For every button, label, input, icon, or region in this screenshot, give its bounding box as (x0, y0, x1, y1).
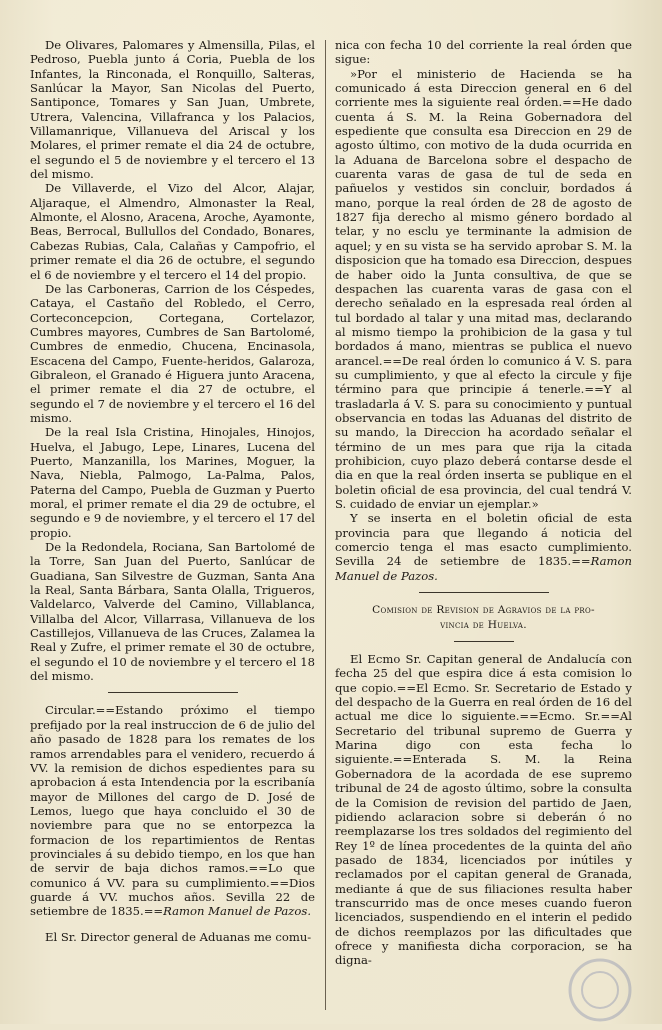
section-heading-line1: Comision de Revision de Agravios de la pro- (372, 604, 595, 617)
left-column (30, 38, 315, 1018)
spacer (30, 919, 315, 930)
circular-text: Circular.==Estando próximo el tiempo prefijado por la real instruccion de 6 de julio del año pasado de 1828 para los remates de los ramos arrendables para el venidero, recuerdo á VV. la remision de dichos espedientes para su aprobacion á esta Intendencia por la escribanía mayor de Millones del cargo de D. José de Lemos, luego que haya concluido el 30 de noviembre para que no se entorpezca la formacion de los repartimientos de Rentas provinciales á su debido tiempo, en los que han de servir de baja dichos ramos.==Lo que comunico á VV. para su cumplimiento.==Dios guarde á VV. muchos años. Sevilla 22 de setiembre de 1835.== (30, 703, 315, 919)
column-divider (325, 40, 326, 1010)
real-orden-quote: »Por el ministerio de Hacienda se ha comunicado á esta Direccion general en 6 del corriente mes la siguiente real órden.==He dado cuenta á S. M. la Reina Gobernadora del espediente que consulta esa Direccion en 29 de agosto último, con motivo de la duda ocurrida en la Aduana de Barcelona sobre el despacho de cuarenta varas de gasa de tul de seda en pañuelos y vestidos sin concluir, bordados á mano, porque la real órden de 28 de agosto de 1827 fija derecho al mismo género bordado al telar, y no esclu ye terminante la admision de aquel; y en su vista se ha servido aprobar S. M. la disposicion que ha tomado esa Direccion, despues de haber oido la Junta consultiva, de que se despachen las cuarenta varas de gasa con el derecho señalado en la espresada real órden al tul bordado al talar y una mitad mas, declarando al mismo tiempo la prohibicion de la gasa y tul bordados á mano, mientras se publica el nuevo arancel.==De real órden lo comunico á V. S. para su cumplimiento, y que al efecto la circule y fije término para que principie á tenerle.==Y al trasladarla á V. S. para su conocimiento y puntual observancia en todas las Aduanas del distrito de su mando, la Direccion ha acordado señalar el término de un mes para que rija la citada prohibicion, cuyo plazo deberá contarse desde el dia en que la real órden inserta se publique en el boletin oficial de esa provincia, del cual tendrá V. S. cuidado de enviar un ejemplar.» (335, 66, 632, 511)
library-stamp-icon (560, 950, 640, 1030)
insert-signature: Ramon Manuel de Pazos. (335, 554, 632, 583)
right-column (335, 38, 632, 1018)
director-paragraph: El Sr. Director general de Aduanas me comu- (45, 929, 312, 944)
insert-text: Y se inserta en el boletin oficial de esta provincia para que llegando á noticia del comercio tenga el mas esacto cumplimiento. Sevilla 24 de setiembre de 1835.== (335, 511, 632, 569)
circular-paragraph (30, 703, 315, 918)
section-heading (335, 603, 632, 633)
paragraph-villaverde: De Villaverde, el Vizo del Alcor, Alajar, Aljaraque, el Almendro, Almonaster la Real, Almonte, el Alosno, Aracena, Aroche, Ayamonte, Beas, Berrocal, Bullullos del Condado, Bonares, Cabezas Rubias, Cala, Calañas y Campofrio, el primer remate el dia 26 de octubre, el segundo el 6 de noviembre y el tercero el 14 del propio. (30, 181, 315, 282)
section-heading-rule (454, 641, 514, 642)
huelva-body-paragraph: El Ecmo Sr. Capitan general de Andalucía con fecha 25 del que espira dice á esta comision lo que copio.==El Ecmo. Sr. Secretario de Estado y del despacho de la Guerra en real órden de 16 del actual me dice lo siguiente.==Ecmo. Sr.==Al Secretario del tribunal supremo de Guerra y Marina digo con esta fecha lo siguiente.==Enterada S. M. la Reina Gobernadora de la acordada de ese supremo tribunal de 24 de agosto último, sobre la consulta de la Comision de revision del partido de Jaen, pidiendo aclaracion sobre si deberán ó no reemplazarse los tres soldados del regimiento del Rey 1º de línea procedentes de la quinta del año pasado de 1834, licenciados por inútiles y reclamados por el capitan general de Granada, mediante á que de sus filiaciones resulta haber transcurrido mas de once meses cuando fueron licenciados, suspendiendo en el interin el pedido de dichos reemplazos por las dificultades que ofrece y manifiesta dicha corporacion, se ha digna- (335, 652, 632, 968)
separator-rule (108, 692, 238, 693)
paragraph-carboneras: De las Carboneras, Carrion de los Céspedes, Cataya, el Castaño del Robledo, el Cerro, Corteconcepcion, Cortegana, Cortelazor, Cumbres mayores, Cumbres de San Bartolomé, Cumbres de enmedio, Chucena, Encinasola, Escacena del Campo, Fuente-heridos, Galaroza, Gibraleon, el Granado é Higuera junto Aracena, el primer remate el dia 27 de octubre, el segundo el 7 de noviembre y el tercero el 16 del mismo. (30, 281, 315, 425)
circular-signature: Ramon Manuel de Pazos. (163, 904, 312, 919)
insert-paragraph (335, 511, 632, 583)
paragraph-olivares: De Olivares, Palomares y Almensilla, Pilas, el Pedroso, Puebla junto á Coria, Puebla de los Infantes, la Rinconada, el Ronquillo, Salteras, Sanlúcar la Mayor, San Nicolas del Puerto, Santiponce, Tomares y San Juan, Umbrete, Utrera, Valencina, Villafranca y los Palacios, Villamanrique, Villanueva del Ariscal y los Molares, el primer remate el dia 24 de octubre, el segundo el 5 de noviembre y el tercero el 13 del mismo. (30, 38, 315, 182)
paragraph-redondela: De la Redondela, Rociana, San Bartolomé de la Torre, San Juan del Puerto, Sanlúcar de Guadiana, San Silvestre de Guzman, Santa Ana la Real, Santa Bárbara, Santa Olalla, Trigueros, Valdelarco, Valverde del Camino, Villablanca, Villalba del Alcor, Villarrasa, Villanueva de los Castillejos, Villanueva de las Cruces, Zalamea la Real y Zufre, el primer remate el 30 de octubre, el segundo el 10 de noviembre y el tercero el 18 del mismo. (30, 540, 315, 684)
continuation-text: nica con fecha 10 del corriente la real órden que sigue: (335, 38, 632, 67)
paragraph-isla-cristina: De la real Isla Cristina, Hinojales, Hinojos, Huelva, el Jabugo, Lepe, Linares, Lucena del Puerto, Manzanilla, los Marines, Moguer, la Nava, Niebla, Palmogo, La-Palma, Palos, Paterna del Campo, Puebla de Guzman y Puerto moral, el primer remate el dia 29 de octubre, el segundo e 9 de noviembre, y el tercero el 17 del propio. (30, 425, 315, 540)
separator-rule-right (419, 592, 549, 593)
section-heading-line2: vincia de Huelva. (440, 619, 527, 632)
